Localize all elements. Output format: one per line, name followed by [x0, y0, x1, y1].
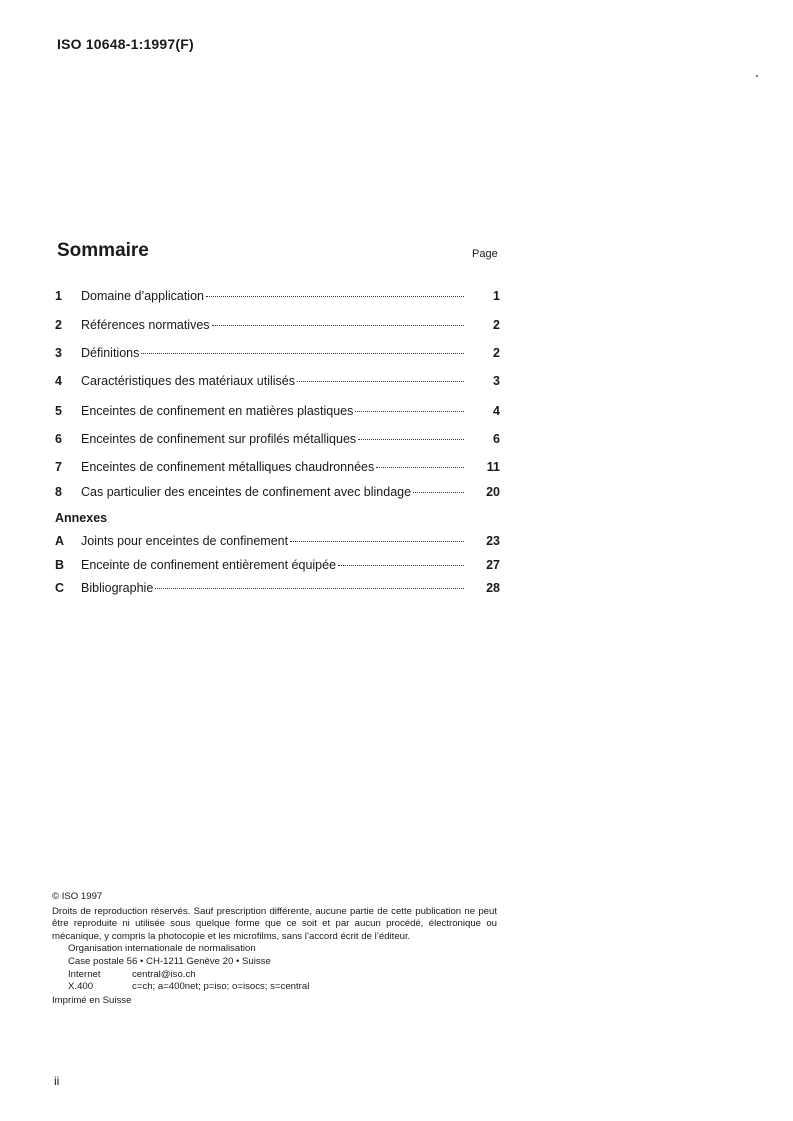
toc-entry-title: Enceintes de confinement en matières plastiques [81, 404, 354, 418]
toc-entry-8 [55, 485, 500, 503]
annex-page: 28 [486, 581, 500, 595]
dot-leader [212, 324, 464, 326]
annex-letter: B [55, 558, 65, 572]
annex-title: Bibliographie [81, 581, 154, 595]
toc-entry-title: Références normatives [81, 318, 210, 332]
toc-entry-page: 4 [493, 404, 500, 418]
dot-leader [338, 564, 464, 566]
postal-address: Case postale 56 • CH-1211 Genève 20 • Suisse [68, 955, 271, 967]
toc-entry-number: 3 [55, 346, 62, 360]
toc-entry-page: 20 [486, 485, 500, 499]
toc-entry-number: 6 [55, 432, 62, 446]
toc-entry-title: Cas particulier des enceintes de confinement avec blindage [81, 485, 412, 499]
toc-entry-1 [55, 289, 500, 307]
annex-letter: C [55, 581, 65, 595]
x400-value: c=ch; a=400net; p=iso; o=isocs; s=central [132, 981, 310, 993]
toc-entry-number: 5 [55, 404, 62, 418]
toc-entry-number: 4 [55, 374, 62, 388]
dot-leader [297, 380, 464, 382]
toc-entry-7 [55, 460, 500, 478]
dot-leader [355, 410, 464, 412]
toc-entry-title: Enceintes de confinement sur profilés métalliques [81, 432, 357, 446]
toc-entry-2 [55, 318, 500, 336]
org-name: Organisation internationale de normalisation [68, 943, 256, 955]
toc-entry-title: Domaine d’application [81, 289, 204, 303]
toc-title: Sommaire [57, 240, 149, 261]
toc-entry-5 [55, 404, 500, 422]
toc-entry-page: 1 [493, 289, 500, 303]
dot-leader [376, 466, 464, 468]
dot-leader [141, 352, 464, 354]
toc-entry-number: 7 [55, 460, 62, 474]
toc-entry-page: 3 [493, 374, 500, 388]
internet-row [68, 969, 497, 982]
annex-page: 27 [486, 558, 500, 572]
copyright-line: © ISO 1997 [52, 891, 103, 902]
annex-entry-a [55, 534, 500, 552]
toc-entry-page: 11 [486, 460, 500, 474]
toc-entry-number: 8 [55, 485, 62, 499]
toc-entry-title: Caractéristiques des matériaux utilisés [81, 374, 295, 388]
rights-notice: Droits de reproduction réservés. Sauf prescription différente, aucune partie de cette publication ne peut être reproduite ni utilisée sous quelque forme que ce soit et par aucun procédé, électronique ou mécanique, y compris la photocopie et les microfilms, sans l’accord écrit de l’éditeur. [52, 905, 497, 942]
annex-title: Joints pour enceintes de confinement [81, 534, 289, 548]
annex-entry-c [55, 581, 500, 599]
toc-entry-page: 2 [493, 318, 500, 332]
copyright-footer [52, 891, 497, 1007]
publisher-address [68, 943, 497, 993]
annex-letter: A [55, 534, 65, 548]
annex-title: Enceinte de confinement entièrement équipée [81, 558, 337, 572]
toc-entry-number: 1 [55, 289, 62, 303]
toc-entry-3 [55, 346, 500, 364]
toc-entry-title: Enceintes de confinement métalliques chaudronnées [81, 460, 375, 474]
annex-page: 23 [486, 534, 500, 548]
toc-entry-page: 6 [493, 432, 500, 446]
page-number: ii [54, 1074, 60, 1088]
dot-leader [413, 491, 464, 493]
toc-page-label: Page [472, 248, 498, 260]
toc-entry-6 [55, 432, 500, 450]
annexes-heading: Annexes [55, 511, 108, 525]
internet-value: central@iso.ch [132, 968, 196, 980]
annex-entry-b [55, 558, 500, 576]
toc-entry-number: 2 [55, 318, 62, 332]
toc-entry-4 [55, 374, 500, 392]
dot-leader [358, 438, 464, 440]
internet-label: Internet [68, 968, 101, 980]
x400-row [68, 981, 497, 994]
dot-leader [290, 540, 464, 542]
scan-speck [756, 75, 758, 77]
toc-entry-title: Définitions [81, 346, 140, 360]
document-identifier: ISO 10648-1:1997(F) [57, 36, 194, 52]
x400-label: X.400 [68, 981, 94, 993]
printed-in: Imprimé en Suisse [52, 994, 132, 1006]
dot-leader [206, 295, 464, 297]
dot-leader [155, 587, 464, 589]
toc-entry-page: 2 [493, 346, 500, 360]
